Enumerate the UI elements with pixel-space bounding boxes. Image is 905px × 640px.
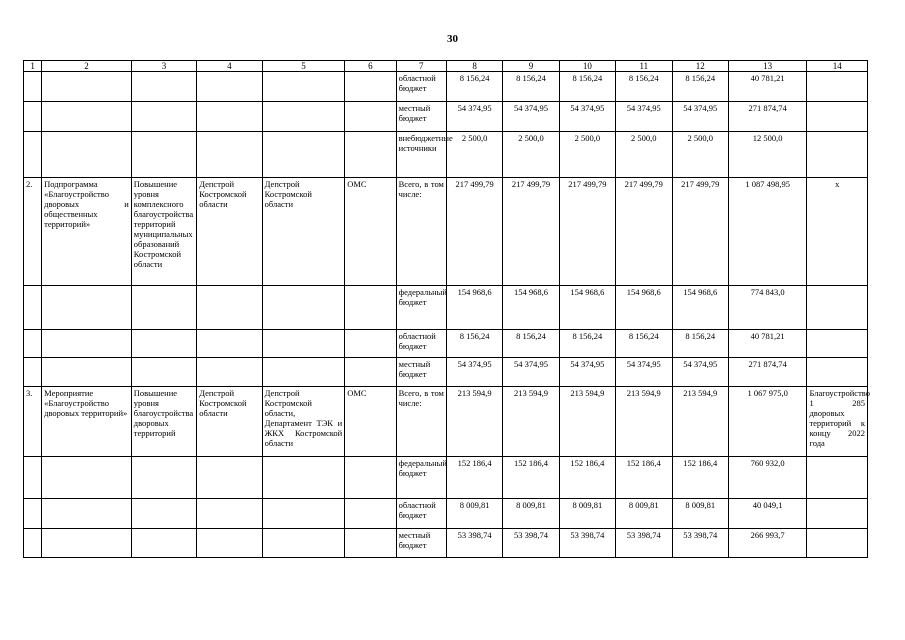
value-cell: 152 186,4: [559, 457, 615, 499]
executor-cell: Депстрой Костромской области: [262, 178, 345, 286]
header-cell: 14: [807, 61, 868, 72]
result-cell: [807, 457, 868, 499]
participant-cell: ОМС: [345, 178, 396, 286]
value-cell: 54 374,95: [503, 102, 559, 132]
value-cell: 8 156,24: [616, 72, 672, 102]
value-cell: 53 398,74: [446, 529, 502, 558]
total-cell: 266 993,7: [728, 529, 807, 558]
value-cell: 53 398,74: [616, 529, 672, 558]
value-cell: 213 594,9: [446, 387, 502, 457]
executor-cell: [262, 499, 345, 529]
table-row: [24, 387, 868, 457]
row-number-cell: [24, 499, 42, 529]
goal-cell: [131, 72, 196, 102]
table-row: [24, 72, 868, 102]
name-cell: [42, 330, 132, 358]
value-cell: 154 968,6: [559, 286, 615, 330]
source-cell: Всего, в том числе:: [396, 178, 446, 286]
row-number-cell: [24, 132, 42, 178]
table-row: [24, 330, 868, 358]
goal-cell: [131, 102, 196, 132]
participant-cell: [345, 72, 396, 102]
value-cell: 154 968,6: [672, 286, 728, 330]
value-cell: 8 009,81: [616, 499, 672, 529]
executor-cell: [262, 72, 345, 102]
participant-cell: [345, 132, 396, 178]
row-number-cell: [24, 72, 42, 102]
value-cell: 54 374,95: [672, 358, 728, 387]
value-cell: 152 186,4: [503, 457, 559, 499]
executor-cell: Депстрой Костромской области, Департамент ТЭК и ЖКХ Костромской области: [262, 387, 345, 457]
value-cell: 8 156,24: [559, 72, 615, 102]
value-cell: 8 009,81: [672, 499, 728, 529]
participant-cell: [345, 499, 396, 529]
source-cell: федеральный бюджет: [396, 457, 446, 499]
value-cell: 217 499,79: [672, 178, 728, 286]
value-cell: 152 186,4: [446, 457, 502, 499]
result-cell: [807, 102, 868, 132]
coordinator-cell: [197, 72, 262, 102]
row-number-cell: [24, 529, 42, 558]
total-cell: 774 843,0: [728, 286, 807, 330]
value-cell: 217 499,79: [503, 178, 559, 286]
goal-cell: [131, 330, 196, 358]
coordinator-cell: [197, 102, 262, 132]
coordinator-cell: [197, 529, 262, 558]
header-cell: 11: [616, 61, 672, 72]
participant-cell: [345, 358, 396, 387]
source-cell: местный бюджет: [396, 102, 446, 132]
goal-cell: [131, 358, 196, 387]
goal-cell: [131, 132, 196, 178]
value-cell: 54 374,95: [446, 358, 502, 387]
name-cell: Мероприятие «Благоустройство дворовых территорий»: [42, 387, 132, 457]
participant-cell: ОМС: [345, 387, 396, 457]
source-cell: местный бюджет: [396, 529, 446, 558]
value-cell: 53 398,74: [503, 529, 559, 558]
source-cell: областной бюджет: [396, 499, 446, 529]
value-cell: 217 499,79: [446, 178, 502, 286]
name-cell: [42, 499, 132, 529]
total-cell: 12 500,0: [728, 132, 807, 178]
value-cell: 54 374,95: [446, 102, 502, 132]
total-cell: 40 049,1: [728, 499, 807, 529]
source-cell: федеральный бюджет: [396, 286, 446, 330]
header-row: [24, 61, 868, 72]
coordinator-cell: [197, 286, 262, 330]
value-cell: 152 186,4: [616, 457, 672, 499]
value-cell: 2 500,0: [503, 132, 559, 178]
value-cell: 8 156,24: [446, 330, 502, 358]
row-number-cell: [24, 330, 42, 358]
coordinator-cell: [197, 330, 262, 358]
row-number-cell: 2.: [24, 178, 42, 286]
result-cell: [807, 330, 868, 358]
participant-cell: [345, 330, 396, 358]
header-cell: 4: [197, 61, 262, 72]
source-cell: областной бюджет: [396, 330, 446, 358]
goal-cell: [131, 529, 196, 558]
value-cell: 213 594,9: [672, 387, 728, 457]
result-cell: [807, 499, 868, 529]
value-cell: 8 156,24: [616, 330, 672, 358]
value-cell: 152 186,4: [672, 457, 728, 499]
row-number-cell: [24, 286, 42, 330]
header-cell: 1: [24, 61, 42, 72]
value-cell: 2 500,0: [559, 132, 615, 178]
table-row: [24, 457, 868, 499]
value-cell: 8 156,24: [503, 330, 559, 358]
value-cell: 2 500,0: [446, 132, 502, 178]
value-cell: 8 156,24: [672, 72, 728, 102]
value-cell: 8 156,24: [503, 72, 559, 102]
result-cell: x: [807, 178, 868, 286]
goal-cell: [131, 499, 196, 529]
name-cell: [42, 286, 132, 330]
value-cell: 54 374,95: [559, 102, 615, 132]
total-cell: 760 932,0: [728, 457, 807, 499]
executor-cell: [262, 330, 345, 358]
value-cell: 8 156,24: [446, 72, 502, 102]
coordinator-cell: [197, 132, 262, 178]
name-cell: [42, 72, 132, 102]
value-cell: 217 499,79: [616, 178, 672, 286]
value-cell: 53 398,74: [559, 529, 615, 558]
value-cell: 54 374,95: [503, 358, 559, 387]
value-cell: 154 968,6: [616, 286, 672, 330]
header-cell: 12: [672, 61, 728, 72]
name-cell: [42, 132, 132, 178]
header-cell: 13: [728, 61, 807, 72]
row-number-cell: [24, 358, 42, 387]
total-cell: 271 874,74: [728, 102, 807, 132]
value-cell: 213 594,9: [616, 387, 672, 457]
source-cell: внебюджетные источники: [396, 132, 446, 178]
value-cell: 54 374,95: [616, 102, 672, 132]
total-cell: 1 067 975,0: [728, 387, 807, 457]
name-cell: [42, 529, 132, 558]
header-cell: 6: [345, 61, 396, 72]
executor-cell: [262, 529, 345, 558]
total-cell: 40 781,21: [728, 330, 807, 358]
name-cell: [42, 358, 132, 387]
source-cell: областной бюджет: [396, 72, 446, 102]
coordinator-cell: [197, 457, 262, 499]
executor-cell: [262, 132, 345, 178]
total-cell: 271 874,74: [728, 358, 807, 387]
value-cell: 53 398,74: [672, 529, 728, 558]
result-cell: [807, 529, 868, 558]
value-cell: 217 499,79: [559, 178, 615, 286]
result-cell: [807, 132, 868, 178]
coordinator-cell: Депстрой Костромской области: [197, 387, 262, 457]
goal-cell: [131, 457, 196, 499]
value-cell: 8 156,24: [559, 330, 615, 358]
page-number: 30: [447, 33, 458, 45]
coordinator-cell: [197, 499, 262, 529]
value-cell: 8 009,81: [446, 499, 502, 529]
result-cell: Благоустройство 1 285 дворовых территорий к концу 2022 года: [807, 387, 868, 457]
goal-cell: [131, 286, 196, 330]
participant-cell: [345, 102, 396, 132]
participant-cell: [345, 457, 396, 499]
executor-cell: [262, 457, 345, 499]
header-cell: 7: [396, 61, 446, 72]
result-cell: [807, 358, 868, 387]
value-cell: 213 594,9: [503, 387, 559, 457]
header-cell: 8: [446, 61, 502, 72]
value-cell: 8 156,24: [672, 330, 728, 358]
value-cell: 2 500,0: [616, 132, 672, 178]
value-cell: 2 500,0: [672, 132, 728, 178]
header-cell: 10: [559, 61, 615, 72]
row-number-cell: [24, 457, 42, 499]
header-cell: 3: [131, 61, 196, 72]
table-row: [24, 102, 868, 132]
table-row: [24, 178, 868, 286]
value-cell: 213 594,9: [559, 387, 615, 457]
participant-cell: [345, 529, 396, 558]
name-cell: [42, 457, 132, 499]
source-cell: Всего, в том числе:: [396, 387, 446, 457]
header-cell: 2: [42, 61, 132, 72]
name-cell: [42, 102, 132, 132]
goal-cell: Повышение уровня благоустройства дворовых территорий: [131, 387, 196, 457]
table-row: [24, 499, 868, 529]
value-cell: 8 009,81: [503, 499, 559, 529]
header-cell: 5: [262, 61, 345, 72]
coordinator-cell: [197, 358, 262, 387]
total-cell: 1 087 498,95: [728, 178, 807, 286]
result-cell: [807, 286, 868, 330]
table-row: [24, 132, 868, 178]
header-cell: 9: [503, 61, 559, 72]
row-number-cell: [24, 102, 42, 132]
source-cell: местный бюджет: [396, 358, 446, 387]
goal-cell: Повышение уровня комплексного благоустройства территорий муниципальных образований Костромской области: [131, 178, 196, 286]
table-row: [24, 286, 868, 330]
value-cell: 54 374,95: [616, 358, 672, 387]
total-cell: 40 781,21: [728, 72, 807, 102]
coordinator-cell: Депстрой Костромской области: [197, 178, 262, 286]
value-cell: 54 374,95: [672, 102, 728, 132]
row-number-cell: 3.: [24, 387, 42, 457]
executor-cell: [262, 358, 345, 387]
name-cell: Подпрограмма «Благоустройство дворовых и общественных территорий»: [42, 178, 132, 286]
result-cell: [807, 72, 868, 102]
value-cell: 8 009,81: [559, 499, 615, 529]
budget-table: [23, 60, 871, 558]
participant-cell: [345, 286, 396, 330]
table-row: [24, 358, 868, 387]
executor-cell: [262, 286, 345, 330]
table-row: [24, 529, 868, 558]
value-cell: 154 968,6: [446, 286, 502, 330]
executor-cell: [262, 102, 345, 132]
value-cell: 54 374,95: [559, 358, 615, 387]
value-cell: 154 968,6: [503, 286, 559, 330]
